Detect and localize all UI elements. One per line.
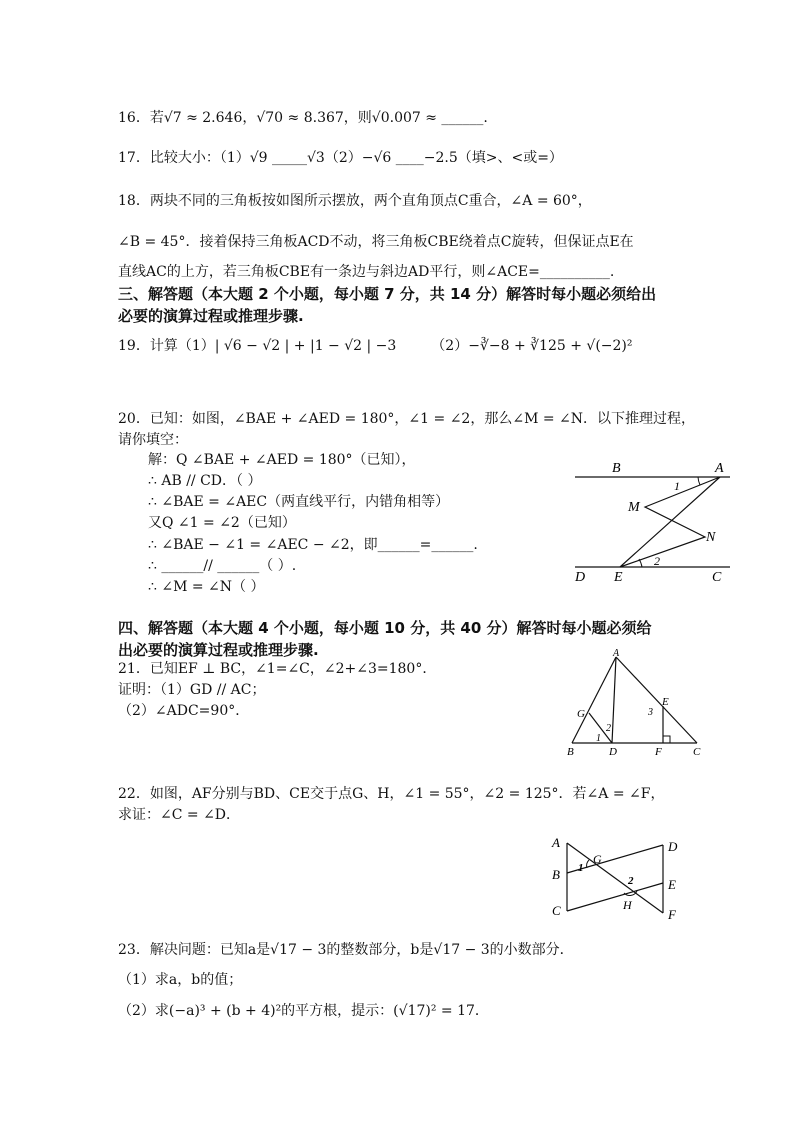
question-23-line2: （1）求a，b的值；: [118, 972, 243, 988]
label-f: F: [655, 746, 662, 758]
question-18-line1: 18．两块不同的三角板按如图所示摆放，两个直角顶点C重合，∠A = 60°，: [118, 193, 592, 209]
q20-step: ∴ AB // CD．（ ）: [148, 473, 262, 489]
q20-step: ∴ ∠BAE = ∠AEC（两直线平行，内错角相等）: [148, 494, 450, 510]
question-20-line2: 请你填空：: [118, 432, 188, 448]
section-4-heading-cont: 出必要的演算过程或推理步骤.: [118, 641, 319, 659]
angle-1: 1: [578, 862, 584, 874]
section-3-heading: 三、解答题（本大题 2 个小题，每小题 7 分，共 14 分）解答时每小题必须给出: [118, 285, 657, 303]
question-16: 16．若√7 ≈ 2.646，√70 ≈ 8.367，则√0.007 ≈ ______.: [118, 110, 488, 126]
question-22-line2: 求证：∠C = ∠D．: [118, 807, 241, 823]
label-a: A: [552, 835, 560, 850]
label-n: N: [706, 530, 716, 545]
angle-2: 2: [606, 723, 611, 734]
label-g: G: [577, 708, 585, 720]
angle-1: 1: [674, 479, 680, 493]
q20-step: ∴ ∠BAE − ∠1 = ∠AEC − ∠2，即______=______.: [148, 537, 478, 553]
label-e: E: [662, 696, 669, 708]
question-21-line2: 证明：（1）GD // AC；: [118, 682, 266, 698]
label-c: C: [552, 903, 561, 918]
figure-q21: [562, 645, 707, 760]
label-b: B: [612, 461, 621, 476]
section-3-heading-cont: 必要的演算过程或推理步骤.: [118, 307, 304, 325]
label-c: C: [693, 746, 701, 758]
section-4-heading: 四、解答题（本大题 4 个小题，每小题 10 分，共 40 分）解答时每小题必须给: [118, 619, 652, 637]
angle-2: 2: [628, 875, 634, 887]
q20-step: 解：Q ∠BAE + ∠AED = 180°（已知），: [148, 452, 416, 468]
question-18-line3: 直线AC的上方，若三角板CBE有一条边与斜边AD平行，则∠ACE=__________.: [118, 264, 615, 280]
question-19: 19．计算（1）| √6 − √2 | + |1 − √2 | −3 （2）−∛−8 + ∛125 + √(−2)²: [118, 338, 633, 354]
label-h: H: [623, 898, 632, 912]
label-a: A: [715, 461, 724, 476]
label-c: C: [712, 570, 722, 585]
label-d: D: [668, 839, 678, 854]
label-e: E: [614, 570, 623, 585]
label-e: E: [668, 877, 676, 892]
angle-3: 3: [648, 707, 653, 718]
question-21-line3: （2）∠ADC=90°．: [118, 703, 250, 719]
question-20-line1: 20．已知：如图，∠BAE + ∠AED = 180°，∠1 = ∠2，那么∠M = ∠N．以下推理过程，: [118, 411, 696, 427]
label-g: G: [593, 852, 602, 866]
figure-q20: [570, 455, 735, 585]
question-23-line1: 23．解决问题：已知a是√17 − 3的整数部分，b是√17 − 3的小数部分．: [118, 942, 574, 958]
angle-1: 1: [596, 733, 601, 744]
label-b: B: [567, 746, 574, 758]
label-d: D: [609, 746, 617, 758]
label-b: B: [552, 867, 560, 882]
angle-2: 2: [654, 554, 660, 568]
label-f: F: [668, 907, 676, 922]
question-21-line1: 21．已知EF ⊥ BC，∠1=∠C，∠2+∠3=180°．: [118, 661, 437, 677]
q20-step: ∴ ∠M = ∠N（ ）: [148, 579, 265, 595]
q20-step: 又Q ∠1 = ∠2（已知）: [148, 515, 296, 531]
label-m: M: [628, 500, 640, 515]
question-23-line3: （2）求(−a)³ + (b + 4)²的平方根，提示：(√17)² = 17．: [118, 1003, 489, 1019]
label-d: D: [575, 570, 586, 585]
q20-step: ∴ ______// ______（ ）.: [148, 558, 297, 574]
question-17: 17．比较大小：（1）√9 _____√3（2）−√6 ____−2.5（填>、<或=）: [118, 150, 563, 166]
question-22-line1: 22．如图，AF分别与BD、CE交于点G、H，∠1 = 55°，∠2 = 125°．若∠A = ∠F，: [118, 786, 665, 802]
label-a: A: [613, 648, 620, 659]
question-18-line2: ∠B = 45°．接着保持三角板ACD不动，将三角板CBE绕着点C旋转，但保证点E在: [118, 234, 634, 250]
figure-q22: [547, 833, 687, 923]
